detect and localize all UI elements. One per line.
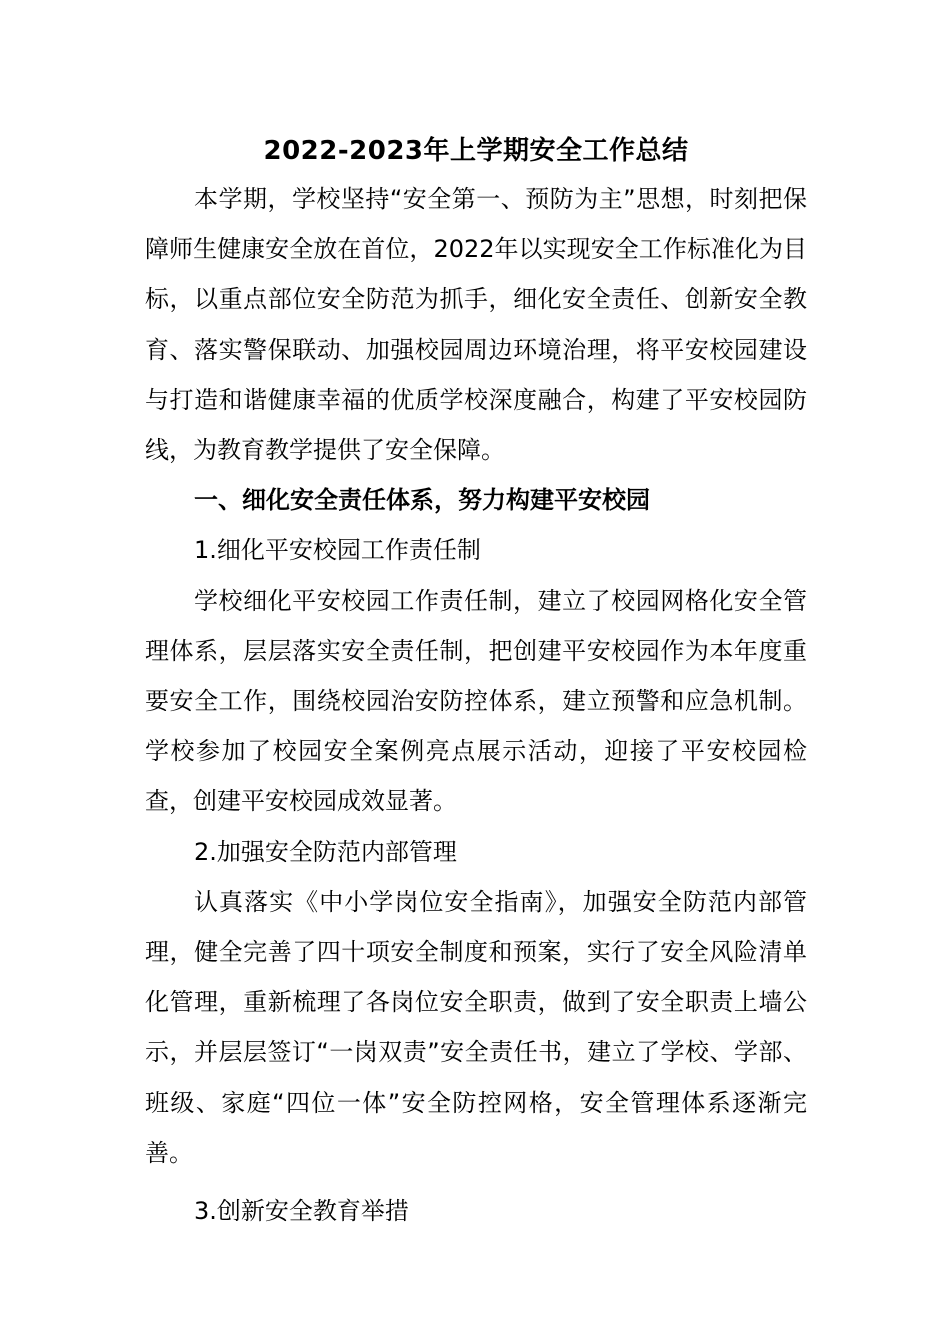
- document-body: [145, 128, 807, 1236]
- subsection-heading-3: 3.创新安全教育举措: [194, 1197, 409, 1226]
- subsection-paragraph-2: 认真落实《中小学岗位安全指南》，加强安全防范内部管理，健全完善了四十项安全制度和预案，实行了安全风险清单化管理，重新梳理了各岗位安全职责，做到了安全职责上墙公示，并层层签订“一岗双责”安全责任书，建立了学校、学部、班级、家庭“四位一体”安全防控网格，安全管理体系逐渐完善。: [145, 887, 807, 1167]
- subsection-paragraph-1: 学校细化平安校园工作责任制，建立了校园网格化安全管理体系，层层落实安全责任制，把创建平安校园作为本年度重要安全工作，围绕校园治安防控体系，建立预警和应急机制。学校参加了校园安全案例亮点展示活动，迎接了平安校园检查，创建平安校园成效显著。: [145, 586, 807, 816]
- intro-paragraph: 本学期，学校坚持“安全第一、预防为主”思想，时刻把保障师生健康安全放在首位，2022年以实现安全工作标准化为目标，以重点部位安全防范为抓手，细化安全责任、创新安全教育、落实警保联动、加强校园周边环境治理，将平安校园建设与打造和谐健康幸福的优质学校深度融合，构建了平安校园防线，为教育教学提供了安全保障。: [145, 185, 807, 465]
- subsection-heading-2: 2.加强安全防范内部管理: [194, 837, 457, 866]
- paragraph-spacer: [145, 1178, 807, 1186]
- section-heading: 一、细化安全责任体系，努力构建平安校园: [194, 486, 650, 515]
- subsection-heading-1: 1.细化平安校园工作责任制: [194, 536, 481, 565]
- document-title: 2022-2023年上学期安全工作总结: [263, 136, 689, 166]
